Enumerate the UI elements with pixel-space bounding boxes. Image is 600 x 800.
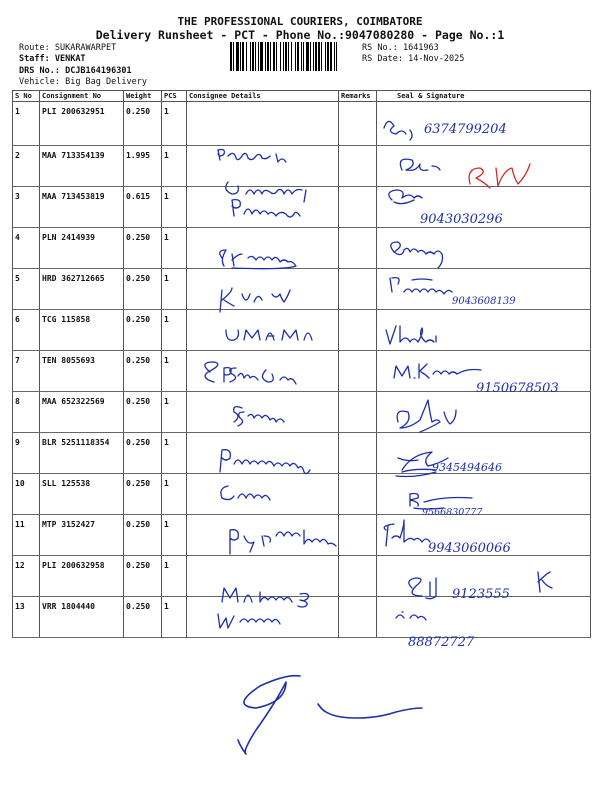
cell-weight: 0.250 xyxy=(124,597,162,638)
cell-signature xyxy=(377,146,591,187)
cell-weight: 0.250 xyxy=(124,474,162,515)
cell-weight: 0.250 xyxy=(124,433,162,474)
rs-date-value: 14-Nov-2025 xyxy=(408,54,465,64)
cell-remarks xyxy=(339,228,377,269)
cell-signature xyxy=(377,351,591,392)
cell-pcs: 1 xyxy=(162,228,187,269)
barcode-bar xyxy=(260,42,263,71)
cell-remarks xyxy=(339,474,377,515)
barcode-bar xyxy=(276,42,277,71)
col-remarks: Remarks xyxy=(339,91,377,102)
cell-pcs: 1 xyxy=(162,433,187,474)
cell-signature xyxy=(377,102,591,146)
handwritten-phone: 9150678503 xyxy=(476,381,559,396)
barcode-bar xyxy=(327,42,329,71)
cell-consignee xyxy=(187,392,339,433)
col-pcs: PCS xyxy=(162,91,187,102)
barcode-bar xyxy=(246,42,247,71)
barcode-bar xyxy=(233,42,234,71)
barcode-bar xyxy=(295,42,296,71)
cell-sno: 8 xyxy=(13,392,40,433)
cell-consignment: PLN 2414939 xyxy=(40,228,124,269)
cell-sno: 12 xyxy=(13,556,40,597)
cell-remarks xyxy=(339,269,377,310)
cell-sno: 5 xyxy=(13,269,40,310)
cell-consignee xyxy=(187,351,339,392)
cell-sno: 4 xyxy=(13,228,40,269)
handwritten-phone: 9566830777 xyxy=(422,507,483,518)
cell-sno: 13 xyxy=(13,597,40,638)
barcode-bar xyxy=(283,42,284,71)
cell-remarks xyxy=(339,102,377,146)
table-row xyxy=(13,310,591,351)
barcode-bar xyxy=(255,42,256,71)
cell-sno: 9 xyxy=(13,433,40,474)
barcode-bar xyxy=(250,42,251,71)
cell-signature xyxy=(377,474,591,515)
cell-remarks xyxy=(339,597,377,638)
cell-sno: 11 xyxy=(13,515,40,556)
staff-value: VENKAT xyxy=(54,54,86,64)
cell-consignment: TCG 115858 xyxy=(40,310,124,351)
cell-remarks xyxy=(339,310,377,351)
table-row xyxy=(13,228,591,269)
staff-signature xyxy=(238,676,422,754)
cell-sno: 1 xyxy=(13,102,40,146)
cell-pcs: 1 xyxy=(162,556,187,597)
drs-value: DCJB164196301 xyxy=(65,66,132,76)
cell-consignee xyxy=(187,102,339,146)
rs-no-value: 1641963 xyxy=(402,43,439,53)
vehicle-value: Big Bag Delivery xyxy=(65,77,147,87)
drs-label: DRS No.: xyxy=(19,66,60,76)
cell-consignment: BLR 5251118354 xyxy=(40,433,124,474)
cell-weight: 0.250 xyxy=(124,515,162,556)
cell-pcs: 1 xyxy=(162,515,187,556)
cell-sno: 7 xyxy=(13,351,40,392)
barcode-bar xyxy=(315,42,317,71)
cell-pcs: 1 xyxy=(162,269,187,310)
table-row xyxy=(13,556,591,597)
table-row xyxy=(13,392,591,433)
barcode-bar xyxy=(318,42,320,71)
rs-date-line xyxy=(362,54,464,64)
table-row xyxy=(13,146,591,187)
cell-remarks xyxy=(339,515,377,556)
handwritten-phone: 9043608139 xyxy=(452,296,516,307)
cell-weight: 0.250 xyxy=(124,392,162,433)
rs-no-line xyxy=(362,43,439,53)
handwritten-phone: 9123555 xyxy=(452,587,510,602)
table-row xyxy=(13,269,591,310)
cell-signature xyxy=(377,310,591,351)
vehicle-label: Vehicle: xyxy=(19,77,60,87)
cell-consignee xyxy=(187,146,339,187)
cell-consignee xyxy=(187,433,339,474)
cell-pcs: 1 xyxy=(162,392,187,433)
table-row xyxy=(13,351,591,392)
route-label: Route: xyxy=(19,43,50,53)
cell-signature xyxy=(377,187,591,228)
cell-weight: 0.615 xyxy=(124,187,162,228)
cell-consignment: SLL 125538 xyxy=(40,474,124,515)
barcode-bar xyxy=(273,42,275,71)
barcode-bar xyxy=(242,42,244,71)
handwritten-phone: 88872727 xyxy=(408,635,475,650)
handwritten-phone: 6374799204 xyxy=(424,122,507,137)
cell-pcs: 1 xyxy=(162,351,187,392)
barcode-bar xyxy=(252,42,254,71)
table-row xyxy=(13,433,591,474)
cell-signature xyxy=(377,515,591,556)
table-row xyxy=(13,474,591,515)
cell-consignment: PLI 200632958 xyxy=(40,556,124,597)
route-value: SUKARAWARPET xyxy=(54,43,117,53)
cell-pcs: 1 xyxy=(162,102,187,146)
cell-pcs: 1 xyxy=(162,474,187,515)
company-name: THE PROFESSIONAL COURIERS, COIMBATORE xyxy=(177,15,423,28)
cell-pcs: 1 xyxy=(162,187,187,228)
cell-pcs: 1 xyxy=(162,146,187,187)
barcode-bar xyxy=(285,42,287,71)
barcode-bar xyxy=(236,42,239,71)
barcode-bar xyxy=(336,42,337,71)
barcode-bar xyxy=(267,42,269,71)
cell-consignment: MTP 3152427 xyxy=(40,515,124,556)
col-sno: S No xyxy=(13,91,40,102)
col-weight: Weight xyxy=(124,91,162,102)
barcode-bar xyxy=(313,42,314,71)
staff-line xyxy=(19,54,86,64)
cell-consignment: HRD 362712665 xyxy=(40,269,124,310)
cell-signature xyxy=(377,597,591,638)
cell-consignment: TEN 8055693 xyxy=(40,351,124,392)
cell-weight: 0.250 xyxy=(124,351,162,392)
cell-remarks xyxy=(339,187,377,228)
table-row xyxy=(13,515,591,556)
rs-date-label: RS Date: xyxy=(362,54,403,64)
cell-remarks xyxy=(339,556,377,597)
cell-sno: 2 xyxy=(13,146,40,187)
barcode-bar xyxy=(334,42,335,71)
barcode-bar xyxy=(310,42,311,71)
vehicle-line xyxy=(19,77,147,87)
cell-sno: 6 xyxy=(13,310,40,351)
cell-consignee xyxy=(187,556,339,597)
cell-remarks xyxy=(339,392,377,433)
barcode-bar xyxy=(240,42,241,71)
drs-line xyxy=(19,66,132,76)
cell-weight: 1.995 xyxy=(124,146,162,187)
barcode-bar xyxy=(280,42,281,71)
cell-signature xyxy=(377,433,591,474)
table-row xyxy=(13,102,591,146)
barcode-bar xyxy=(265,42,266,71)
barcode-bar xyxy=(306,42,309,71)
cell-weight: 0.250 xyxy=(124,310,162,351)
barcode-bar xyxy=(297,42,299,71)
cell-remarks xyxy=(339,146,377,187)
cell-remarks xyxy=(339,433,377,474)
table-row xyxy=(13,597,591,638)
cell-sno: 10 xyxy=(13,474,40,515)
runsheet-table xyxy=(12,90,591,638)
cell-weight: 0.250 xyxy=(124,556,162,597)
table-row xyxy=(13,187,591,228)
barcode-bar xyxy=(325,42,326,71)
barcode-bar xyxy=(301,42,302,71)
rs-no-label: RS No.: xyxy=(362,43,398,53)
cell-consignee xyxy=(187,228,339,269)
barcode-icon xyxy=(230,42,358,71)
barcode-bar xyxy=(321,42,322,71)
cell-consignee xyxy=(187,310,339,351)
cell-pcs: 1 xyxy=(162,597,187,638)
handwritten-phone: 9345494646 xyxy=(432,461,502,474)
barcode-bar xyxy=(230,42,232,71)
cell-signature xyxy=(377,228,591,269)
cell-consignment: MAA 713453819 xyxy=(40,187,124,228)
table-header-row xyxy=(13,91,591,102)
barcode-bar xyxy=(291,42,292,71)
cell-consignee xyxy=(187,269,339,310)
col-consignee: Consignee Details xyxy=(187,91,339,102)
staff-label: Staff: xyxy=(19,54,50,64)
cell-weight: 0.250 xyxy=(124,228,162,269)
handwritten-phone: 9943060066 xyxy=(428,541,511,556)
cell-consignment: PLI 200632951 xyxy=(40,102,124,146)
cell-signature xyxy=(377,556,591,597)
col-consignment: Consignment No xyxy=(40,91,124,102)
cell-consignment: MAA 652322569 xyxy=(40,392,124,433)
col-signature: Seal & Signature xyxy=(377,91,591,102)
runsheet-title: Delivery Runsheet - PCT - Phone No.:9047080280 - Page No.:1 xyxy=(95,28,505,42)
barcode-bar xyxy=(270,42,271,71)
cell-weight: 0.250 xyxy=(124,102,162,146)
cell-consignee xyxy=(187,597,339,638)
barcode-bar xyxy=(258,42,259,71)
cell-signature xyxy=(377,269,591,310)
cell-consignee xyxy=(187,187,339,228)
cell-signature xyxy=(377,392,591,433)
barcode-bar xyxy=(303,42,304,71)
cell-remarks xyxy=(339,351,377,392)
cell-consignment: VRR 1804440 xyxy=(40,597,124,638)
cell-sno: 3 xyxy=(13,187,40,228)
route-line xyxy=(19,43,116,53)
handwritten-phone: 9043030296 xyxy=(420,212,503,227)
barcode-bar xyxy=(330,42,332,71)
cell-weight: 0.250 xyxy=(124,269,162,310)
barcode-bar xyxy=(288,42,289,71)
cell-consignee xyxy=(187,474,339,515)
cell-consignment: MAA 713354139 xyxy=(40,146,124,187)
cell-pcs: 1 xyxy=(162,310,187,351)
cell-consignee xyxy=(187,515,339,556)
